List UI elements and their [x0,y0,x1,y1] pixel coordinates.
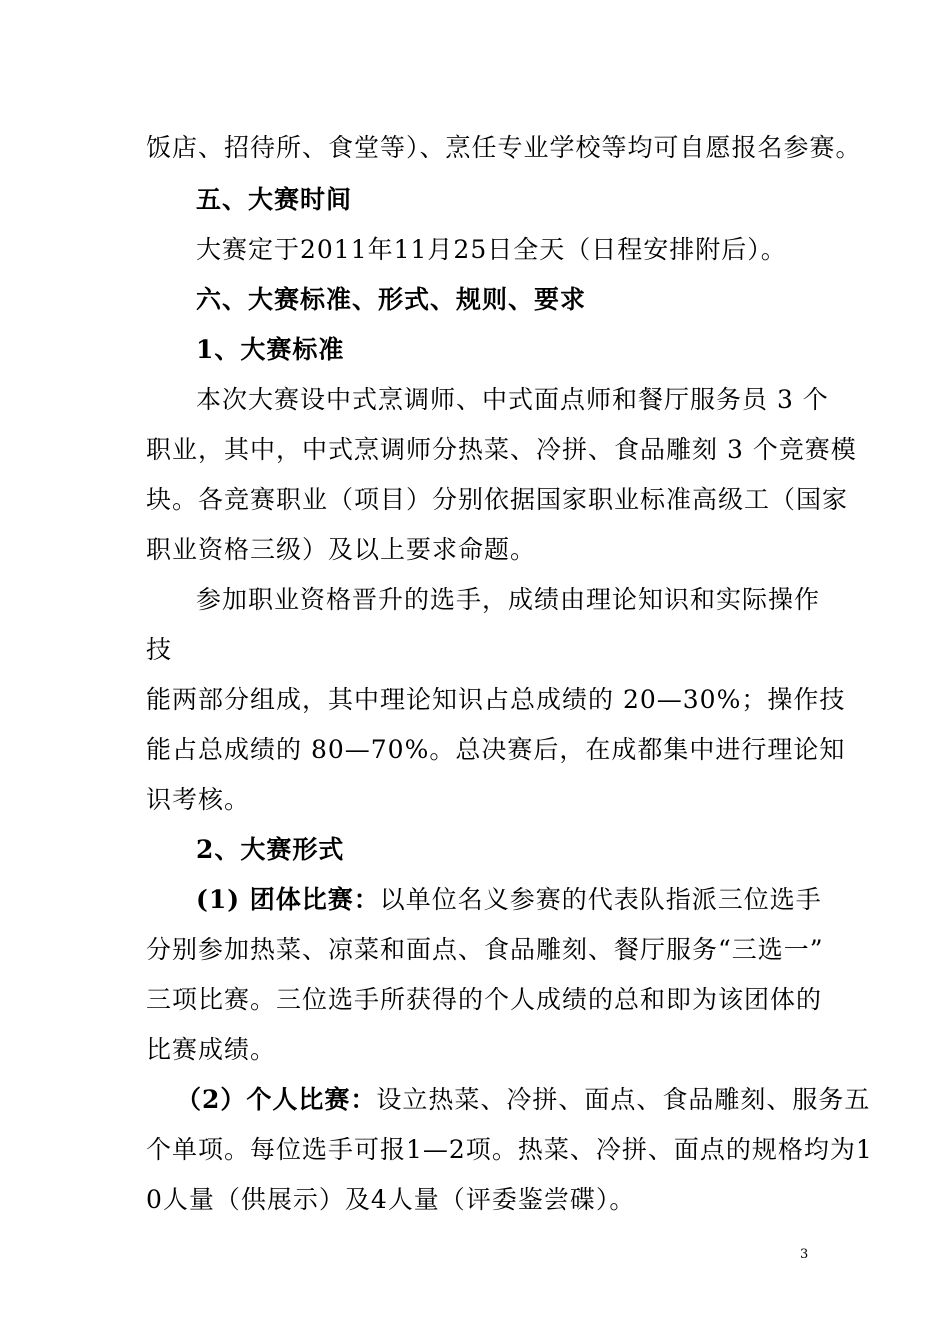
body-text: 大赛定于2011年11月25日全天（日程安排附后）。 [196,235,787,264]
subsection-heading: 2、大赛形式 [196,835,345,864]
body-text: 分别参加热菜、凉菜和面点、食品雕刻、餐厅服务“三选一” [146,935,824,964]
body-text [176,1084,870,1116]
body-text: 块。各竞赛职业（项目）分别依据国家职业标准高级工（国家 [146,485,849,514]
body-text: 能两部分组成，其中理论知识占总成绩的 20—30%；操作技 [146,685,846,714]
body-text [196,884,822,916]
inline-heading: (1) 团体比赛： [196,885,380,914]
body-text: 个单项。每位选手可报1—2项。热菜、冷拼、面点的规格均为1 [146,1135,873,1164]
inline-text: 以单位名义参赛的代表队指派三位选手 [379,885,822,914]
body-text: 职业，其中，中式烹调师分热菜、冷拼、食品雕刻 3 个竞赛模 [146,435,857,464]
body-text: 参加职业资格晋升的选手，成绩由理论知识和实际操作 [196,585,821,614]
body-text: 技 [146,635,173,664]
inline-heading: （2）个人比赛： [176,1085,377,1114]
body-text: 职业资格三级）及以上要求命题。 [146,535,537,564]
body-text: 三项比赛。三位选手所获得的个人成绩的总和即为该团体的 [146,985,823,1014]
body-text: 饭店、招待所、食堂等）、烹任专业学校等均可自愿报名参赛。 [146,133,862,162]
body-text: 能占总成绩的 80—70%。总决赛后，在成都集中进行理论知 [146,735,846,764]
page-number: 3 [800,1247,809,1262]
inline-text: 设立热菜、冷拼、面点、食品雕刻、服务五 [376,1085,871,1114]
body-text: 0人量（供展示）及4人量（评委鉴尝碟）。 [146,1185,636,1214]
body-text: 本次大赛设中式烹调师、中式面点师和餐厅服务员 3 个 [196,385,829,414]
subsection-heading: 1、大赛标准 [196,335,345,364]
body-text: 识考核。 [146,785,251,814]
body-text: 比赛成绩。 [146,1035,277,1064]
section-heading: 五、大赛时间 [196,185,353,214]
section-heading: 六、大赛标准、形式、规则、要求 [196,285,587,314]
